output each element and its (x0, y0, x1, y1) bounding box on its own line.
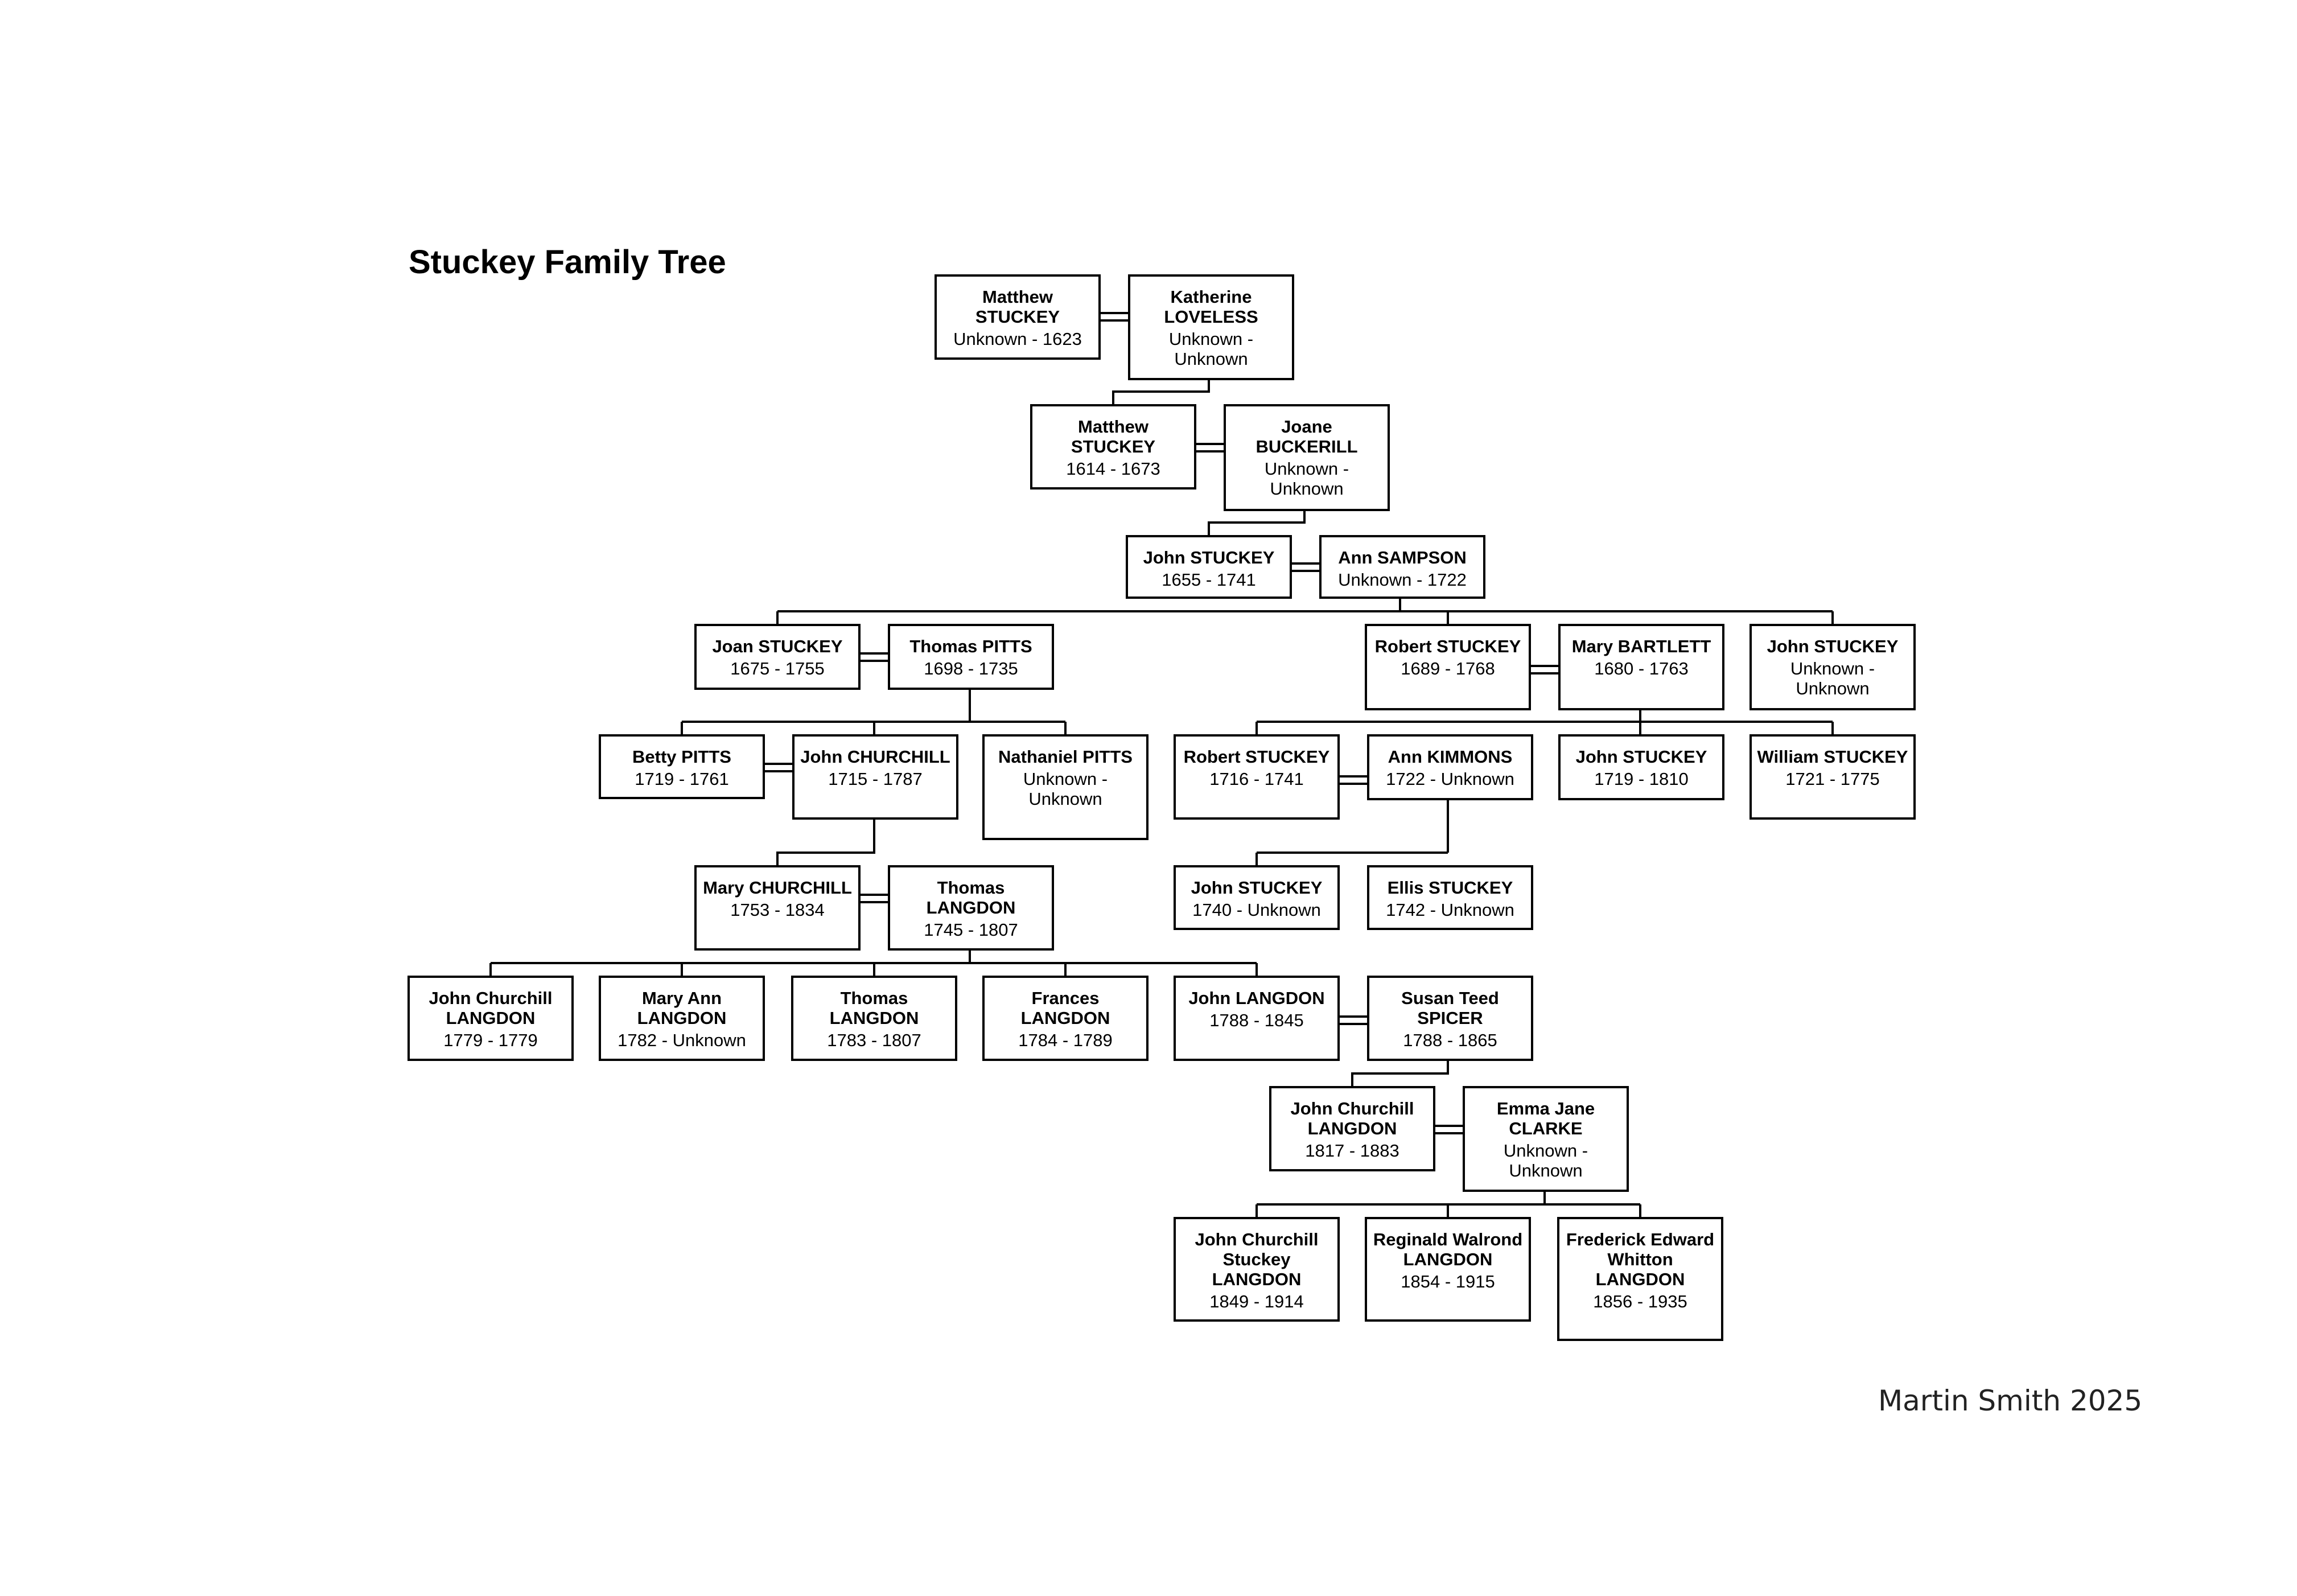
person-john-stuckey-1740 (1174, 865, 1340, 930)
person-dates: Unknown - Unknown (1168, 329, 1254, 369)
person-dates: 1782 - Unknown (618, 1030, 746, 1050)
person-dates: Unknown - Unknown (1503, 1141, 1588, 1180)
person-name: Joane BUCKERILL (1255, 417, 1358, 456)
person-name: Matthew STUCKEY (975, 287, 1060, 327)
person-reginald-walrond-langdon (1365, 1217, 1531, 1322)
person-ellis-stuckey (1367, 865, 1533, 930)
person-dates: Unknown - 1722 (1338, 570, 1467, 590)
person-mary-bartlett (1558, 624, 1724, 710)
person-dates: 1854 - 1915 (1401, 1272, 1495, 1291)
person-john-churchill-langdon-1779 (407, 976, 574, 1061)
person-name: Thomas LANGDON (829, 988, 919, 1028)
person-name: John Churchill LANGDON (429, 988, 553, 1028)
person-name: Frances LANGDON (1020, 988, 1110, 1028)
person-dates: 1849 - 1914 (1209, 1291, 1304, 1311)
person-name: Joan STUCKEY (712, 636, 843, 656)
person-dates: 1680 - 1763 (1594, 659, 1689, 678)
person-name: Ann SAMPSON (1338, 548, 1467, 567)
person-dates: 1721 - 1775 (1785, 769, 1880, 789)
person-dates: 1742 - Unknown (1386, 900, 1514, 920)
person-john-stuckey-1719 (1558, 734, 1724, 800)
person-john-churchill-langdon-1817 (1269, 1086, 1435, 1171)
person-name: Thomas PITTS (909, 636, 1032, 656)
person-name: Katherine LOVELESS (1164, 287, 1258, 327)
person-dates: 1689 - 1768 (1401, 659, 1495, 678)
person-name: Matthew STUCKEY (1071, 417, 1156, 456)
person-name: Mary Ann LANGDON (637, 988, 727, 1028)
person-dates: 1722 - Unknown (1386, 769, 1514, 789)
person-john-stuckey-1655 (1126, 535, 1292, 599)
person-joan-stuckey (694, 624, 861, 690)
person-thomas-pitts (888, 624, 1054, 690)
person-john-stuckey-unknown (1749, 624, 1916, 710)
person-robert-stuckey-1689 (1365, 624, 1531, 710)
person-name: Nathaniel PITTS (998, 747, 1133, 767)
person-thomas-langdon (888, 865, 1054, 951)
person-katherine-loveless (1128, 274, 1294, 380)
person-name: Thomas LANGDON (926, 878, 1016, 918)
person-matthew-stuckey-sr (935, 274, 1101, 360)
person-joane-buckerill (1224, 404, 1390, 511)
person-nathaniel-pitts (982, 734, 1148, 840)
person-name: John CHURCHILL (800, 747, 950, 767)
person-name: Ann KIMMONS (1388, 747, 1513, 767)
person-dates: 1698 - 1735 (924, 659, 1018, 678)
person-dates: 1675 - 1755 (730, 659, 825, 678)
person-dates: Unknown - Unknown (1790, 659, 1875, 698)
person-dates: Unknown - Unknown (1023, 769, 1108, 809)
author-credit: Martin Smith 2025 (1878, 1384, 2143, 1417)
person-dates: 1783 - 1807 (827, 1030, 921, 1050)
person-john-churchill (792, 734, 958, 820)
person-robert-stuckey-1716 (1174, 734, 1340, 820)
person-dates: 1788 - 1845 (1209, 1010, 1304, 1030)
person-betty-pitts (599, 734, 765, 799)
person-name: Ellis STUCKEY (1387, 878, 1513, 898)
person-name: Reginald Walrond LANGDON (1373, 1229, 1523, 1269)
person-dates: 1715 - 1787 (828, 769, 923, 789)
person-name: John STUCKEY (1575, 747, 1707, 767)
person-dates: 1745 - 1807 (924, 920, 1018, 940)
person-dates: 1716 - 1741 (1209, 769, 1304, 789)
person-frances-langdon (982, 976, 1148, 1061)
person-name: John STUCKEY (1767, 636, 1899, 656)
person-name: William STUCKEY (1757, 747, 1908, 767)
person-dates: 1817 - 1883 (1305, 1141, 1399, 1161)
person-dates: Unknown - Unknown (1264, 459, 1349, 499)
person-john-langdon-1788 (1174, 976, 1340, 1061)
person-mary-churchill (694, 865, 861, 951)
person-dates: Unknown - 1623 (953, 329, 1082, 349)
person-dates: 1740 - Unknown (1192, 900, 1321, 920)
person-dates: 1856 - 1935 (1593, 1291, 1687, 1311)
person-susan-teed-spicer (1367, 976, 1533, 1061)
person-name: Robert STUCKEY (1374, 636, 1521, 656)
person-matthew-stuckey-jr (1030, 404, 1196, 490)
person-name: Frederick Edward Whitton LANGDON (1566, 1229, 1715, 1289)
person-dates: 1784 - 1789 (1018, 1030, 1113, 1050)
person-dates: 1788 - 1865 (1403, 1030, 1497, 1050)
person-name: John STUCKEY (1191, 878, 1323, 898)
person-dates: 1753 - 1834 (730, 900, 825, 920)
person-name: John LANGDON (1188, 988, 1325, 1008)
person-name: Mary CHURCHILL (703, 878, 852, 898)
person-name: John STUCKEY (1143, 548, 1275, 567)
person-name: John Churchill LANGDON (1290, 1099, 1414, 1138)
person-thomas-langdon-1783 (791, 976, 957, 1061)
person-name: Mary BARTLETT (1571, 636, 1711, 656)
person-ann-sampson (1319, 535, 1485, 599)
person-name: Robert STUCKEY (1183, 747, 1330, 767)
person-name: Betty PITTS (632, 747, 731, 767)
person-name: Susan Teed SPICER (1401, 988, 1499, 1028)
person-dates: 1614 - 1673 (1066, 459, 1160, 479)
page-title: Stuckey Family Tree (409, 244, 726, 281)
person-emma-jane-clarke (1463, 1086, 1629, 1192)
person-john-churchill-stuckey-langdon (1174, 1217, 1340, 1322)
person-name: John Churchill Stuckey LANGDON (1195, 1229, 1319, 1289)
person-frederick-edward-whitton-langdon (1557, 1217, 1723, 1341)
person-dates: 1719 - 1810 (1594, 769, 1689, 789)
person-dates: 1655 - 1741 (1162, 570, 1256, 590)
person-dates: 1779 - 1779 (443, 1030, 538, 1050)
person-name: Emma Jane CLARKE (1496, 1099, 1595, 1138)
person-ann-kimmons (1367, 734, 1533, 800)
person-william-stuckey (1749, 734, 1916, 820)
person-mary-ann-langdon (599, 976, 765, 1061)
person-dates: 1719 - 1761 (635, 769, 729, 789)
